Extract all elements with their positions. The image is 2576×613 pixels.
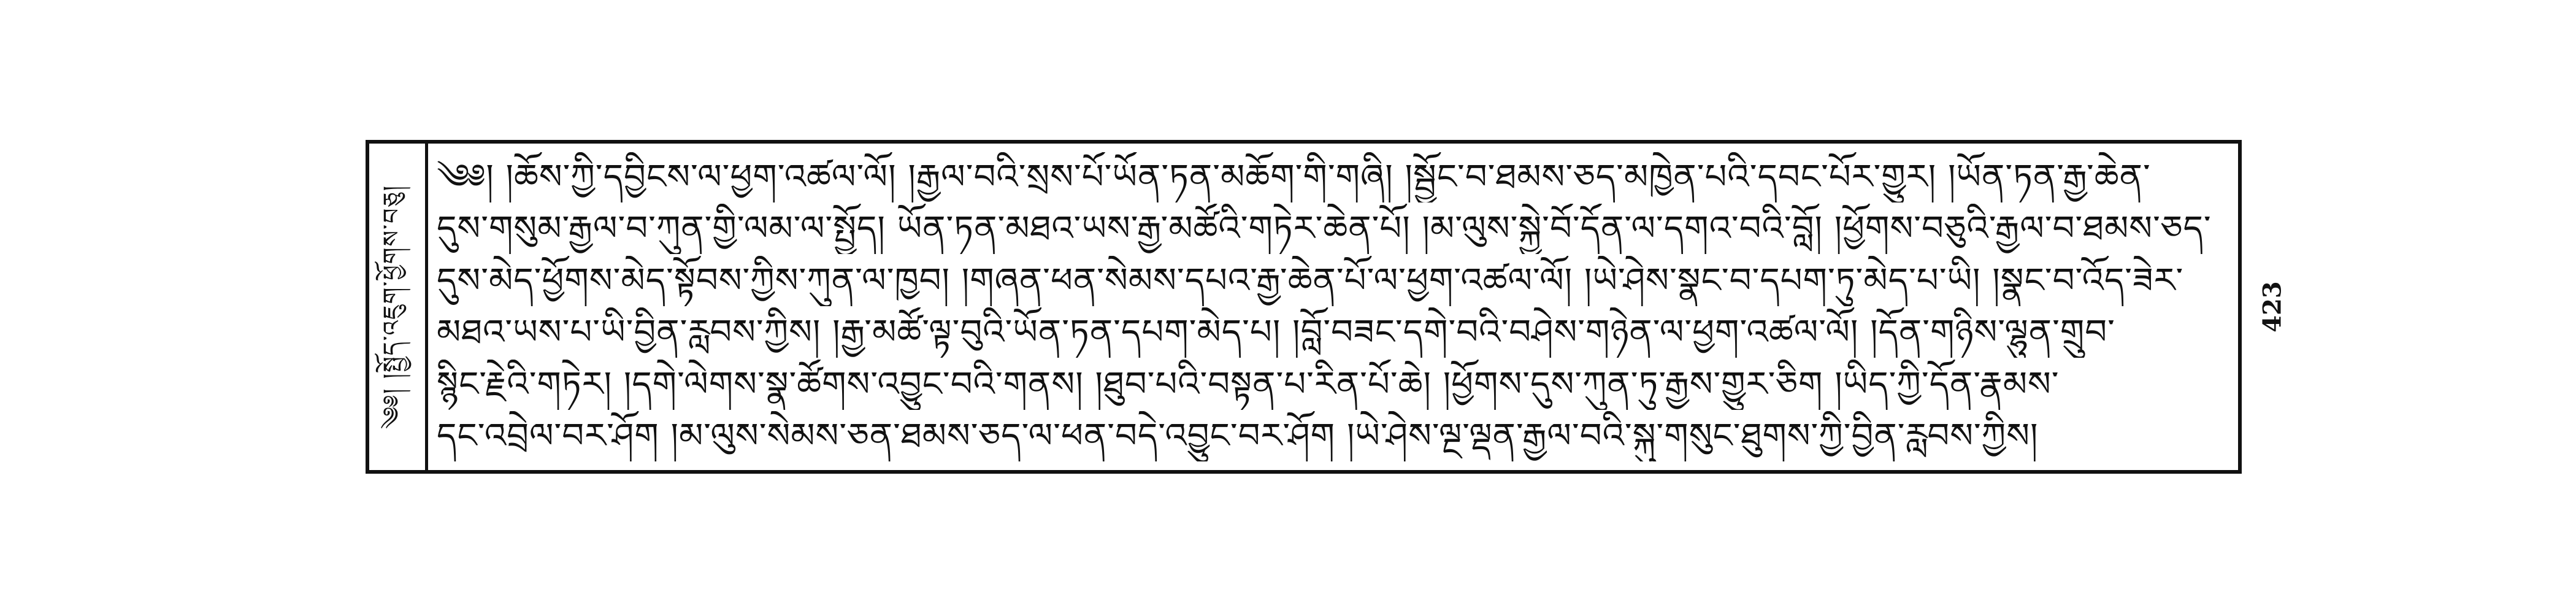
- text-line-6: དང་འབྲེལ་བར་ཤོག །མ་ལུས་སེམས་ཅན་ཐམས་ཅད་ལ་ཕན་བདེ་འབྱུང་བར་ཤོག །ཡེ་ཤེས་ལྔ་ལྡན་རྒྱལ་བའི་སྐུ་གསུང་ཐུགས་ཀྱི་བྱིན་རླབས་ཀྱིས།: [437, 415, 2039, 456]
- text-line-5: སྙིང་རྗེའི་གཏེར། །དགེ་ལེགས་སྣ་ཚོགས་འབྱུང་བའི་གནས། །ཐུབ་པའི་བསྟན་པ་རིན་པོ་ཆེ། །ཕྱོགས་དུས་ཀུན་ཏུ་རྒྱས་གྱུར་ཅིག །ཡིད་ཀྱི་དོན་རྣམས་: [437, 364, 2060, 404]
- pecha-folio: [366, 140, 2242, 474]
- margin-caption: ༄༅། །སྤྱོད་འཇུག་ཕྱོགས་བཅུ།: [378, 184, 405, 430]
- text-line-1: ༄༅། །ཆོས་ཀྱི་དབྱིངས་ལ་ཕྱག་འཚལ་ལོ། །རྒྱལ་བའི་སྲས་པོ་ཡོན་ཏན་མཆོག་གི་གཞི། །སྦྱོང་བ་ཐམས་ཅད་མཁྱེན་པའི་དབང་པོར་གྱུར། །ཡོན་ཏན་རྒྱ་ཆེན་: [437, 157, 2151, 197]
- left-margin: [369, 144, 428, 470]
- text-line-3: དུས་མེད་ཕྱོགས་མེད་སྟོབས་ཀྱིས་ཀུན་ལ་ཁྱབ། །གཞན་ཕན་སེམས་དཔའ་རྒྱ་ཆེན་པོ་ལ་ཕྱག་འཚལ་ལོ། །ཡེ་ཤེས་སྣང་བ་དཔག་ཏུ་མེད་པ་ཡི། །སྣང་བ་འོད་ཟེར་: [437, 260, 2184, 301]
- text-line-2: དུས་གསུམ་རྒྱལ་བ་ཀུན་གྱི་ལམ་ལ་སྤྱོད། ཡོན་ཏན་མཐའ་ཡས་རྒྱ་མཚོའི་གཏེར་ཆེན་པོ། །མ་ལུས་སྐྱེ་བོ་དོན་ལ་དགའ་བའི་བློ། །ཕྱོགས་བཅུའི་རྒྱལ་བ་ཐམས་ཅད་: [437, 209, 2212, 249]
- page-number: 423: [2258, 281, 2287, 333]
- text-block: [437, 152, 2226, 461]
- text-line-4: མཐའ་ཡས་པ་ཡི་བྱིན་རླབས་ཀྱིས། །རྒྱ་མཚོ་ལྟ་བུའི་ཡོན་ཏན་དཔག་མེད་པ། །བློ་བཟང་དགེ་བའི་བཤེས་གཉེན་ལ་ཕྱག་འཚལ་ལོ། །དོན་གཉིས་ལྷུན་གྲུབ་: [437, 312, 2115, 353]
